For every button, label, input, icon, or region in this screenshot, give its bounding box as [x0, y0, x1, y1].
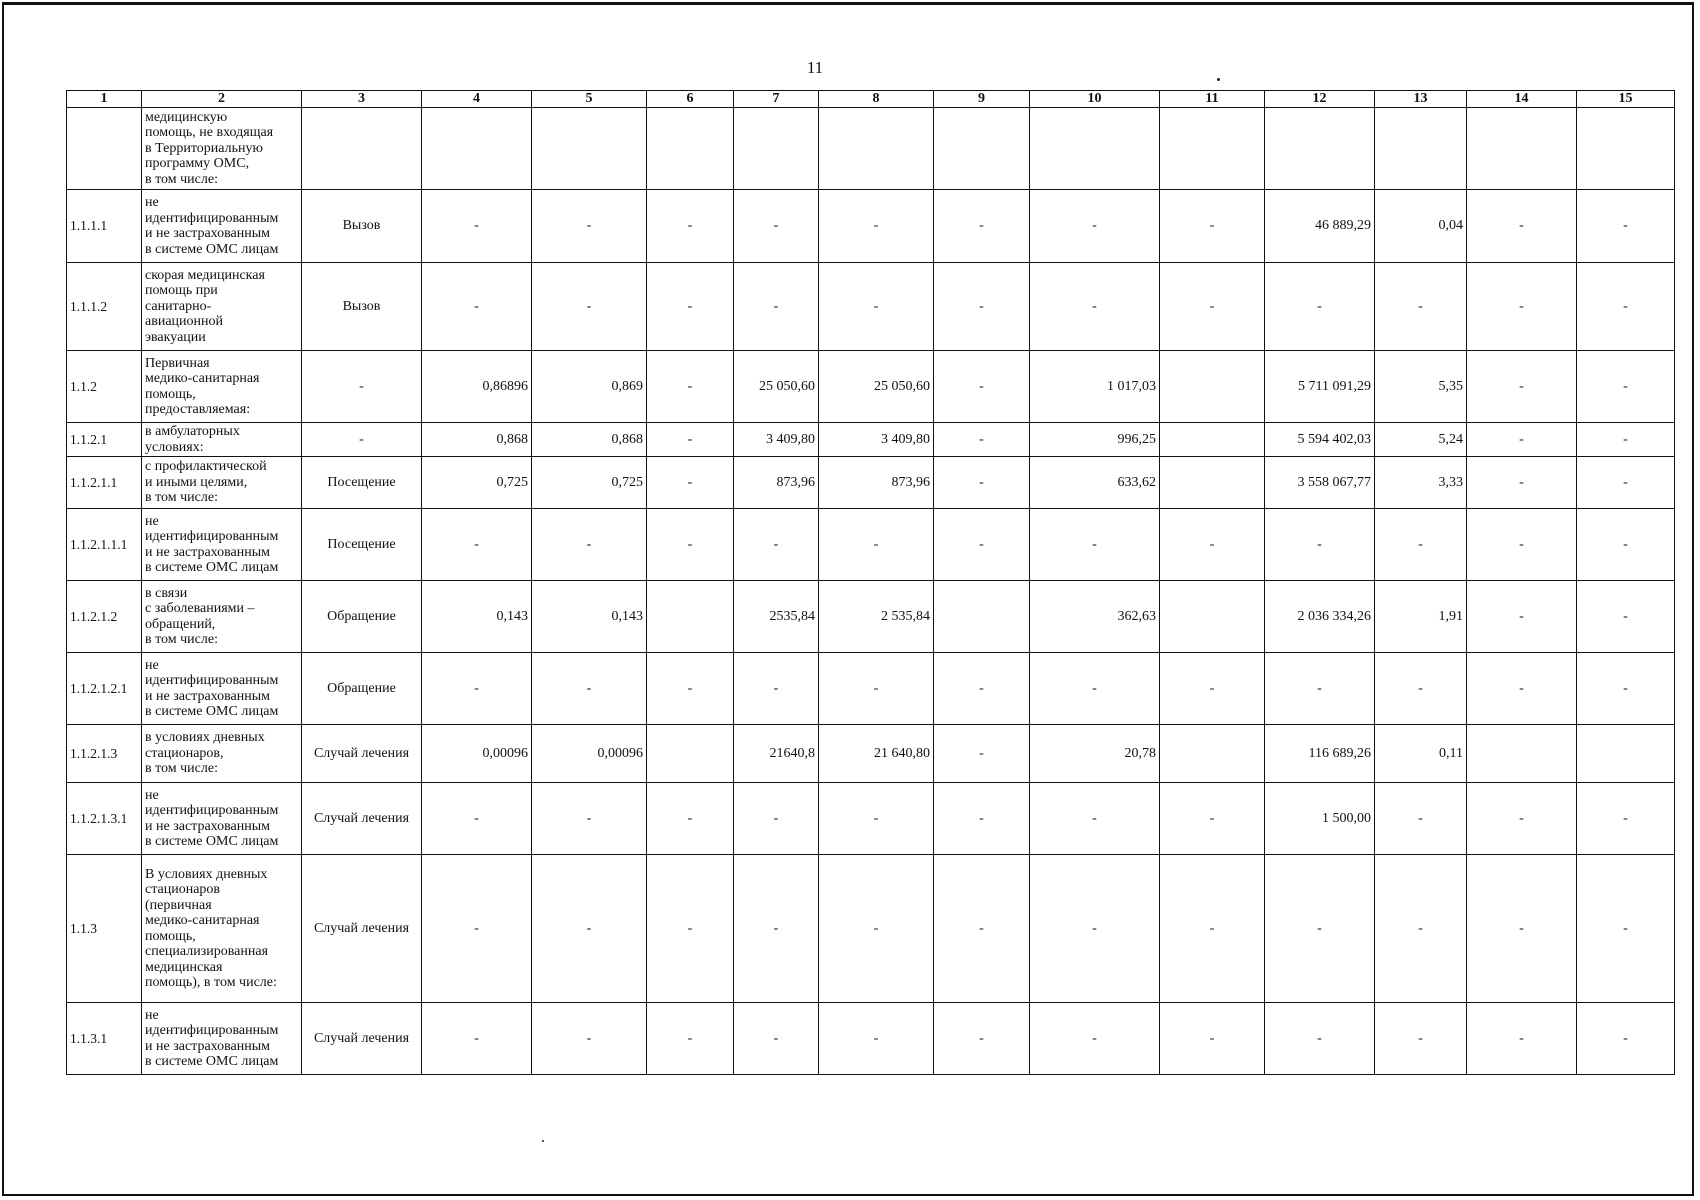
row-code-cell: 1.1.3.1 [67, 1003, 142, 1075]
value-cell-col-10: - [1030, 653, 1160, 725]
value-cell-col-15: - [1577, 855, 1675, 1003]
column-header-10: 10 [1030, 91, 1160, 108]
value-cell-col-13: - [1375, 855, 1467, 1003]
value-cell-col-14: - [1467, 190, 1577, 263]
column-header-9: 9 [934, 91, 1030, 108]
value-cell-col-5: 0,869 [532, 351, 647, 423]
table-row [67, 423, 1675, 457]
value-cell-col-4: 0,86896 [422, 351, 532, 423]
value-cell-col-8: - [819, 653, 934, 725]
value-cell-col-4: 0,725 [422, 457, 532, 509]
unit-cell: Посещение [302, 509, 422, 581]
table-row [67, 457, 1675, 509]
value-cell-col-9: - [934, 190, 1030, 263]
column-header-12: 12 [1265, 91, 1375, 108]
value-cell-col-10: 996,25 [1030, 423, 1160, 457]
row-name-cell: не идентифицированным и не застрахованным в системе ОМС лицам [142, 783, 302, 855]
value-cell-col-8: 25 050,60 [819, 351, 934, 423]
value-cell-col-15: - [1577, 190, 1675, 263]
value-cell-col-4: 0,143 [422, 581, 532, 653]
row-code-cell [67, 108, 142, 190]
value-cell-col-9 [934, 581, 1030, 653]
value-cell-col-11 [1160, 108, 1265, 190]
value-cell-col-14: - [1467, 263, 1577, 351]
value-cell-col-11: - [1160, 653, 1265, 725]
value-cell-col-15: - [1577, 457, 1675, 509]
value-cell-col-11 [1160, 725, 1265, 783]
unit-cell: Вызов [302, 263, 422, 351]
value-cell-col-6 [647, 108, 734, 190]
row-name-cell: с профилактической и иными целями, в том числе: [142, 457, 302, 509]
value-cell-col-15: - [1577, 653, 1675, 725]
column-header-3: 3 [302, 91, 422, 108]
table-row [67, 263, 1675, 351]
value-cell-col-8: - [819, 855, 934, 1003]
value-cell-col-14: - [1467, 1003, 1577, 1075]
value-cell-col-10: - [1030, 263, 1160, 351]
value-cell-col-14: - [1467, 457, 1577, 509]
row-name-cell: в условиях дневных стационаров, в том числе: [142, 725, 302, 783]
row-name-cell: медицинскую помощь, не входящая в Территориальную программу ОМС, в том числе: [142, 108, 302, 190]
scan-speck [542, 1140, 544, 1142]
row-code-cell: 1.1.1.2 [67, 263, 142, 351]
table-row [67, 190, 1675, 263]
value-cell-col-13: 5,35 [1375, 351, 1467, 423]
value-cell-col-15: - [1577, 351, 1675, 423]
value-cell-col-9: - [934, 457, 1030, 509]
column-header-2: 2 [142, 91, 302, 108]
value-cell-col-13: - [1375, 653, 1467, 725]
value-cell-col-5 [532, 108, 647, 190]
value-cell-col-5: - [532, 263, 647, 351]
column-header-5: 5 [532, 91, 647, 108]
row-code-cell: 1.1.2.1.1.1 [67, 509, 142, 581]
value-cell-col-13: 5,24 [1375, 423, 1467, 457]
column-header-14: 14 [1467, 91, 1577, 108]
table-row [67, 783, 1675, 855]
value-cell-col-12: - [1265, 509, 1375, 581]
value-cell-col-13: 1,91 [1375, 581, 1467, 653]
row-code-cell: 1.1.2.1.2 [67, 581, 142, 653]
value-cell-col-15 [1577, 725, 1675, 783]
table-body [67, 108, 1675, 1075]
value-cell-col-12: 1 500,00 [1265, 783, 1375, 855]
value-cell-col-6: - [647, 351, 734, 423]
value-cell-col-15: - [1577, 581, 1675, 653]
column-header-4: 4 [422, 91, 532, 108]
value-cell-col-9: - [934, 725, 1030, 783]
value-cell-col-14: - [1467, 783, 1577, 855]
value-cell-col-6: - [647, 653, 734, 725]
page-number: 11 [806, 58, 824, 77]
row-name-cell: не идентифицированным и не застрахованным в системе ОМС лицам [142, 1003, 302, 1075]
value-cell-col-4: - [422, 263, 532, 351]
column-header-6: 6 [647, 91, 734, 108]
value-cell-col-12: 2 036 334,26 [1265, 581, 1375, 653]
value-cell-col-13 [1375, 108, 1467, 190]
unit-cell: Обращение [302, 653, 422, 725]
value-cell-col-8: - [819, 190, 934, 263]
unit-cell: Случай лечения [302, 725, 422, 783]
value-cell-col-6: - [647, 190, 734, 263]
value-cell-col-14: - [1467, 855, 1577, 1003]
value-cell-col-11: - [1160, 1003, 1265, 1075]
value-cell-col-7: 25 050,60 [734, 351, 819, 423]
value-cell-col-15 [1577, 108, 1675, 190]
unit-cell [302, 108, 422, 190]
value-cell-col-7: - [734, 783, 819, 855]
value-cell-col-4: - [422, 1003, 532, 1075]
row-name-cell: В условиях дневных стационаров (первичная медико-санитарная помощь, специализированная медицинская помощь), в том числе: [142, 855, 302, 1003]
row-name-cell: не идентифицированным и не застрахованным в системе ОМС лицам [142, 509, 302, 581]
value-cell-col-15: - [1577, 263, 1675, 351]
value-cell-col-7: - [734, 653, 819, 725]
row-code-cell: 1.1.2.1.3.1 [67, 783, 142, 855]
value-cell-col-10: 20,78 [1030, 725, 1160, 783]
header-row [67, 91, 1675, 108]
value-cell-col-12: - [1265, 855, 1375, 1003]
row-code-cell: 1.1.2.1 [67, 423, 142, 457]
value-cell-col-12: 5 594 402,03 [1265, 423, 1375, 457]
value-cell-col-8: - [819, 1003, 934, 1075]
row-code-cell: 1.1.3 [67, 855, 142, 1003]
value-cell-col-7 [734, 108, 819, 190]
value-cell-col-14 [1467, 108, 1577, 190]
row-code-cell: 1.1.2.1.1 [67, 457, 142, 509]
value-cell-col-9: - [934, 1003, 1030, 1075]
table-row [67, 509, 1675, 581]
row-name-cell: скорая медицинская помощь при санитарно- авиационной эвакуации [142, 263, 302, 351]
value-cell-col-14: - [1467, 653, 1577, 725]
value-cell-col-12: 5 711 091,29 [1265, 351, 1375, 423]
value-cell-col-5: - [532, 783, 647, 855]
value-cell-col-7: 2535,84 [734, 581, 819, 653]
value-cell-col-10: - [1030, 783, 1160, 855]
value-cell-col-11: - [1160, 783, 1265, 855]
table-row [67, 725, 1675, 783]
row-code-cell: 1.1.2 [67, 351, 142, 423]
value-cell-col-12 [1265, 108, 1375, 190]
row-name-cell: Первичная медико-санитарная помощь, предоставляемая: [142, 351, 302, 423]
value-cell-col-6: - [647, 423, 734, 457]
value-cell-col-14: - [1467, 581, 1577, 653]
value-cell-col-10: - [1030, 855, 1160, 1003]
row-name-cell: не идентифицированным и не застрахованным в системе ОМС лицам [142, 190, 302, 263]
value-cell-col-9 [934, 108, 1030, 190]
value-cell-col-7: - [734, 263, 819, 351]
table-row [67, 1003, 1675, 1075]
value-cell-col-7: - [734, 509, 819, 581]
value-cell-col-8 [819, 108, 934, 190]
unit-cell: Случай лечения [302, 855, 422, 1003]
value-cell-col-5: - [532, 653, 647, 725]
value-cell-col-6: - [647, 783, 734, 855]
value-cell-col-11: - [1160, 855, 1265, 1003]
table-row [67, 855, 1675, 1003]
value-cell-col-9: - [934, 263, 1030, 351]
value-cell-col-6: - [647, 457, 734, 509]
row-code-cell: 1.1.2.1.3 [67, 725, 142, 783]
value-cell-col-10: 1 017,03 [1030, 351, 1160, 423]
column-header-13: 13 [1375, 91, 1467, 108]
value-cell-col-12: - [1265, 653, 1375, 725]
value-cell-col-13: - [1375, 263, 1467, 351]
value-cell-col-5: - [532, 509, 647, 581]
value-cell-col-6: - [647, 509, 734, 581]
value-cell-col-7: - [734, 855, 819, 1003]
value-cell-col-10: - [1030, 509, 1160, 581]
value-cell-col-5: 0,725 [532, 457, 647, 509]
value-cell-col-13: 0,11 [1375, 725, 1467, 783]
value-cell-col-13: 3,33 [1375, 457, 1467, 509]
value-cell-col-13: - [1375, 783, 1467, 855]
value-cell-col-6 [647, 725, 734, 783]
value-cell-col-7: 21640,8 [734, 725, 819, 783]
value-cell-col-4: - [422, 653, 532, 725]
value-cell-col-6: - [647, 263, 734, 351]
table-row [67, 653, 1675, 725]
value-cell-col-9: - [934, 509, 1030, 581]
unit-cell: Вызов [302, 190, 422, 263]
value-cell-col-8: 21 640,80 [819, 725, 934, 783]
value-cell-col-12: - [1265, 1003, 1375, 1075]
value-cell-col-13: - [1375, 509, 1467, 581]
value-cell-col-11 [1160, 457, 1265, 509]
value-cell-col-5: - [532, 190, 647, 263]
value-cell-col-11: - [1160, 509, 1265, 581]
value-cell-col-8: 3 409,80 [819, 423, 934, 457]
value-cell-col-14: - [1467, 509, 1577, 581]
value-cell-col-6: - [647, 1003, 734, 1075]
unit-cell: Посещение [302, 457, 422, 509]
row-name-cell: в амбулаторных условиях: [142, 423, 302, 457]
tariff-table [66, 90, 1675, 1075]
unit-cell: Обращение [302, 581, 422, 653]
value-cell-col-4 [422, 108, 532, 190]
value-cell-col-10: 633,62 [1030, 457, 1160, 509]
row-name-cell: в связи с заболеваниями – обращений, в том числе: [142, 581, 302, 653]
value-cell-col-15: - [1577, 783, 1675, 855]
value-cell-col-8: - [819, 509, 934, 581]
value-cell-col-13: 0,04 [1375, 190, 1467, 263]
row-code-cell: 1.1.2.1.2.1 [67, 653, 142, 725]
value-cell-col-12: 3 558 067,77 [1265, 457, 1375, 509]
table-row [67, 351, 1675, 423]
value-cell-col-7: 873,96 [734, 457, 819, 509]
value-cell-col-8: - [819, 783, 934, 855]
unit-cell: Случай лечения [302, 783, 422, 855]
value-cell-col-14: - [1467, 351, 1577, 423]
value-cell-col-4: - [422, 190, 532, 263]
value-cell-col-5: - [532, 855, 647, 1003]
value-cell-col-12: 46 889,29 [1265, 190, 1375, 263]
value-cell-col-4: - [422, 509, 532, 581]
row-name-cell: не идентифицированным и не застрахованным в системе ОМС лицам [142, 653, 302, 725]
value-cell-col-15: - [1577, 423, 1675, 457]
row-code-cell: 1.1.1.1 [67, 190, 142, 263]
value-cell-col-5: 0,868 [532, 423, 647, 457]
value-cell-col-13: - [1375, 1003, 1467, 1075]
value-cell-col-9: - [934, 783, 1030, 855]
value-cell-col-15: - [1577, 509, 1675, 581]
column-header-1: 1 [67, 91, 142, 108]
table-row [67, 108, 1675, 190]
value-cell-col-5: 0,00096 [532, 725, 647, 783]
value-cell-col-4: - [422, 783, 532, 855]
value-cell-col-4: - [422, 855, 532, 1003]
value-cell-col-5: - [532, 1003, 647, 1075]
value-cell-col-11: - [1160, 263, 1265, 351]
value-cell-col-8: - [819, 263, 934, 351]
value-cell-col-6: - [647, 855, 734, 1003]
scan-speck [1217, 78, 1220, 81]
value-cell-col-8: 2 535,84 [819, 581, 934, 653]
value-cell-col-15: - [1577, 1003, 1675, 1075]
unit-cell: - [302, 423, 422, 457]
value-cell-col-10 [1030, 108, 1160, 190]
value-cell-col-9: - [934, 423, 1030, 457]
value-cell-col-4: 0,00096 [422, 725, 532, 783]
value-cell-col-6 [647, 581, 734, 653]
value-cell-col-7: - [734, 190, 819, 263]
value-cell-col-4: 0,868 [422, 423, 532, 457]
unit-cell: Случай лечения [302, 1003, 422, 1075]
value-cell-col-9: - [934, 855, 1030, 1003]
column-header-8: 8 [819, 91, 934, 108]
value-cell-col-9: - [934, 351, 1030, 423]
column-header-11: 11 [1160, 91, 1265, 108]
value-cell-col-12: - [1265, 263, 1375, 351]
value-cell-col-11 [1160, 351, 1265, 423]
value-cell-col-10: - [1030, 190, 1160, 263]
value-cell-col-7: - [734, 1003, 819, 1075]
value-cell-col-14 [1467, 725, 1577, 783]
value-cell-col-9: - [934, 653, 1030, 725]
unit-cell: - [302, 351, 422, 423]
value-cell-col-5: 0,143 [532, 581, 647, 653]
value-cell-col-10: 362,63 [1030, 581, 1160, 653]
column-header-15: 15 [1577, 91, 1675, 108]
value-cell-col-8: 873,96 [819, 457, 934, 509]
column-header-7: 7 [734, 91, 819, 108]
table-row [67, 581, 1675, 653]
value-cell-col-11: - [1160, 190, 1265, 263]
value-cell-col-14: - [1467, 423, 1577, 457]
value-cell-col-12: 116 689,26 [1265, 725, 1375, 783]
value-cell-col-7: 3 409,80 [734, 423, 819, 457]
value-cell-col-11 [1160, 581, 1265, 653]
value-cell-col-10: - [1030, 1003, 1160, 1075]
value-cell-col-11 [1160, 423, 1265, 457]
